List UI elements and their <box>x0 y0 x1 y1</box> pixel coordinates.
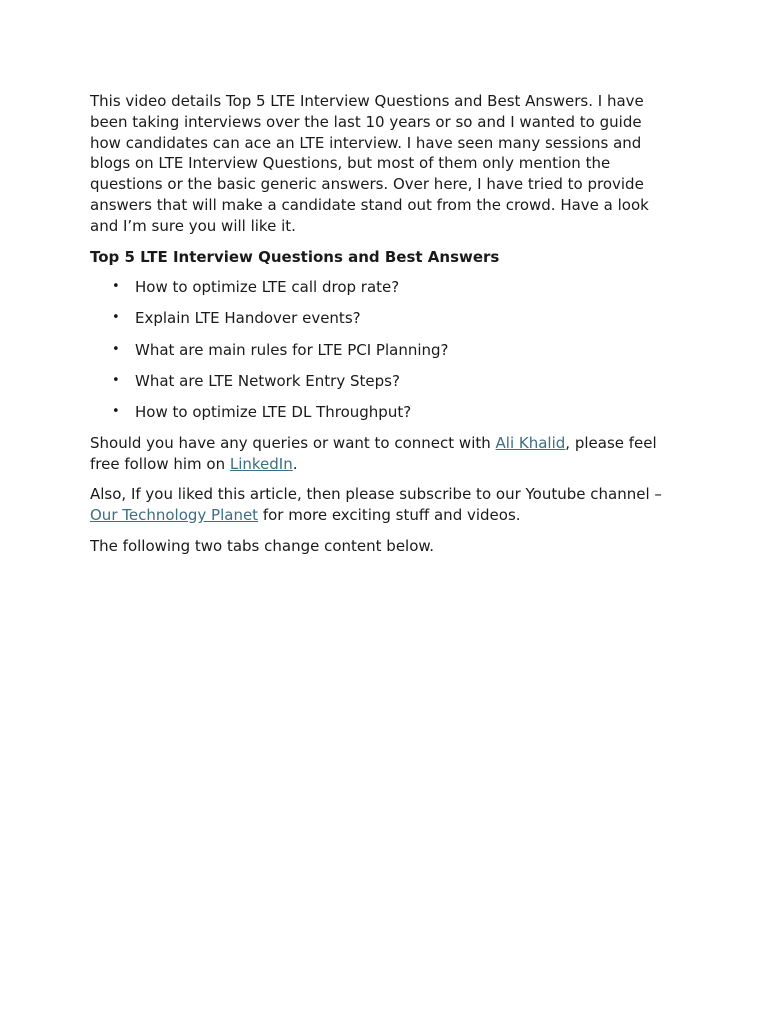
list-item <box>112 402 670 423</box>
connect-paragraph <box>90 433 670 475</box>
bullet-icon: • <box>112 279 120 295</box>
tabs-note: The following two tabs change content below. <box>90 537 435 556</box>
list-item <box>112 308 670 329</box>
question-text: How to optimize LTE call drop rate? <box>135 278 400 297</box>
list-item <box>112 277 670 298</box>
author-link[interactable]: Ali Khalid <box>495 433 566 452</box>
bullet-icon: • <box>112 341 120 357</box>
linkedin-link[interactable]: LinkedIn <box>229 454 293 473</box>
subscribe-paragraph <box>90 484 670 526</box>
bullet-icon: • <box>112 310 120 326</box>
connect-middle: , please feel free follow him on <box>90 433 657 473</box>
intro-paragraph: This video details Top 5 LTE Interview Questions and Best Answers. I have been taking interviews over the last 10 years or so and I wanted to guide how candidates can ace an LTE interview. I have seen many sessions and blogs on LTE Interview Questions, but most of them only mention the questions or the basic generic answers. Over here, I have tried to provide answers that will make a candidate stand out from the crowd. Have a look and I’m sure you will like it. <box>90 92 649 235</box>
list-item <box>112 340 670 361</box>
list-item <box>112 371 670 392</box>
question-text: How to optimize LTE DL Throughput? <box>135 402 412 421</box>
channel-link[interactable]: Our Technology Planet <box>90 506 259 525</box>
question-text: What are main rules for LTE PCI Planning? <box>135 340 449 359</box>
subscribe-prefix: Also, If you liked this article, then please subscribe to our Youtube channel – <box>90 485 662 504</box>
subscribe-suffix: for more exciting stuff and videos. <box>258 506 521 525</box>
bullet-icon: • <box>112 403 120 419</box>
question-text: Explain LTE Handover events? <box>135 309 361 328</box>
connect-suffix: . <box>292 454 298 473</box>
connect-prefix: Should you have any queries or want to connect with <box>90 433 496 452</box>
question-text: What are LTE Network Entry Steps? <box>135 371 400 390</box>
article-body <box>90 91 670 567</box>
bullet-icon: • <box>112 372 120 388</box>
questions-heading: Top 5 LTE Interview Questions and Best Answers <box>90 247 500 266</box>
questions-list <box>90 277 670 422</box>
